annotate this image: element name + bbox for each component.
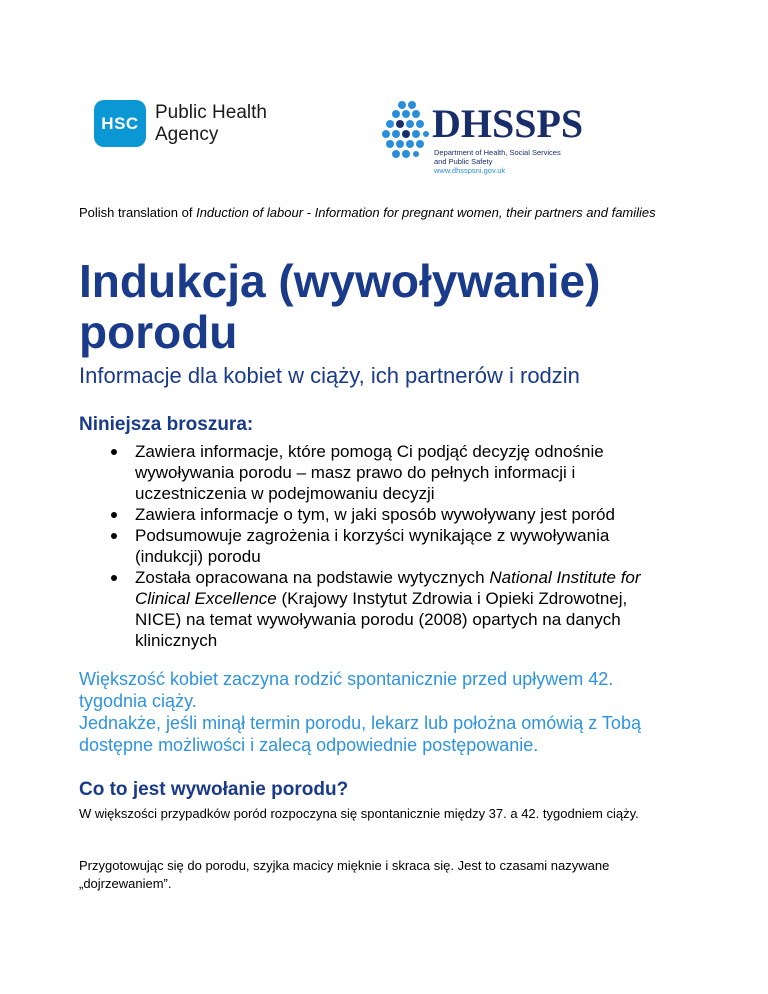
hsc-logo-text <box>155 102 267 146</box>
translation-note <box>79 204 689 222</box>
dhsspss-wordmark: DHSSPS <box>432 101 584 146</box>
list-item: Zawiera informacje o tym, w jaki sposób wywoływany jest poród <box>107 504 667 525</box>
translation-note-title: Induction of labour - Information for pregnant women, their partners and families <box>196 205 656 220</box>
translation-note-prefix: Polish translation of <box>79 205 197 220</box>
hsc-badge: HSC <box>94 100 146 147</box>
dhsspss-subtitle <box>434 148 561 175</box>
section-heading-brochure: Niniejsza broszura: <box>79 414 254 435</box>
hsc-logo-line1: Public Health <box>155 101 267 123</box>
highlight-paragraph <box>79 668 679 756</box>
brochure-bullet-list <box>107 441 667 651</box>
page-title: Indukcja (wywoływanie) porodu <box>79 255 601 358</box>
body-paragraph-2: Przygotowując się do porodu, szyjka macicy mięknie i skraca się. Jest to czasami nazywane „dojrzewaniem”. <box>79 858 610 891</box>
page-subtitle: Informacje dla kobiet w ciąży, ich partnerów i rodzin <box>79 363 580 388</box>
hsc-logo-line2: Agency <box>155 123 219 145</box>
dhsspss-dot-mark-icon <box>382 100 432 162</box>
highlight-line2: Jednakże, jeśli minął termin porodu, lekarz lub położna omówią z Tobą dostępne możliwości i zalecą odpowiednie postępowanie. <box>79 713 641 755</box>
list-item <box>107 567 667 651</box>
list-item: Podsumowuje zagrożenia i korzyści wynikające z wywoływania (indukcji) porodu <box>107 525 667 567</box>
list-item-pre: Została opracowana na podstawie wytycznych <box>135 568 490 587</box>
list-item: Zawiera informacje, które pomogą Ci podjąć decyzję odnośnie wywoływania porodu – masz prawo do pełnych informacji i uczestniczenia w podejmowaniu decyzji <box>107 441 667 504</box>
highlight-line1: Większość kobiet zaczyna rodzić spontanicznie przed upływem 42. tygodnia ciąży. <box>79 669 614 711</box>
list-item-italic: National Institute for Clinical Excellence <box>135 568 641 608</box>
list-item-post: (Krajowy Instytut Zdrowia i Opieki Zdrowotnej, NICE) na temat wywoływania porodu (2008) opartych na danych klinicznych <box>135 589 628 650</box>
dhsspss-url: www.dhsspsni.gov.uk <box>434 166 506 175</box>
body-paragraph-1: W większości przypadków poród rozpoczyna się spontanicznie między 37. a 42. tygodniem ciąży. <box>79 806 639 821</box>
section-heading-what-is-induction: Co to jest wywołanie porodu? <box>79 779 349 800</box>
hsc-logo <box>94 100 267 147</box>
dhsspss-sub-line1: Department of Health, Social Services <box>434 148 561 157</box>
dhsspss-sub-line2: and Public Safety <box>434 157 493 166</box>
